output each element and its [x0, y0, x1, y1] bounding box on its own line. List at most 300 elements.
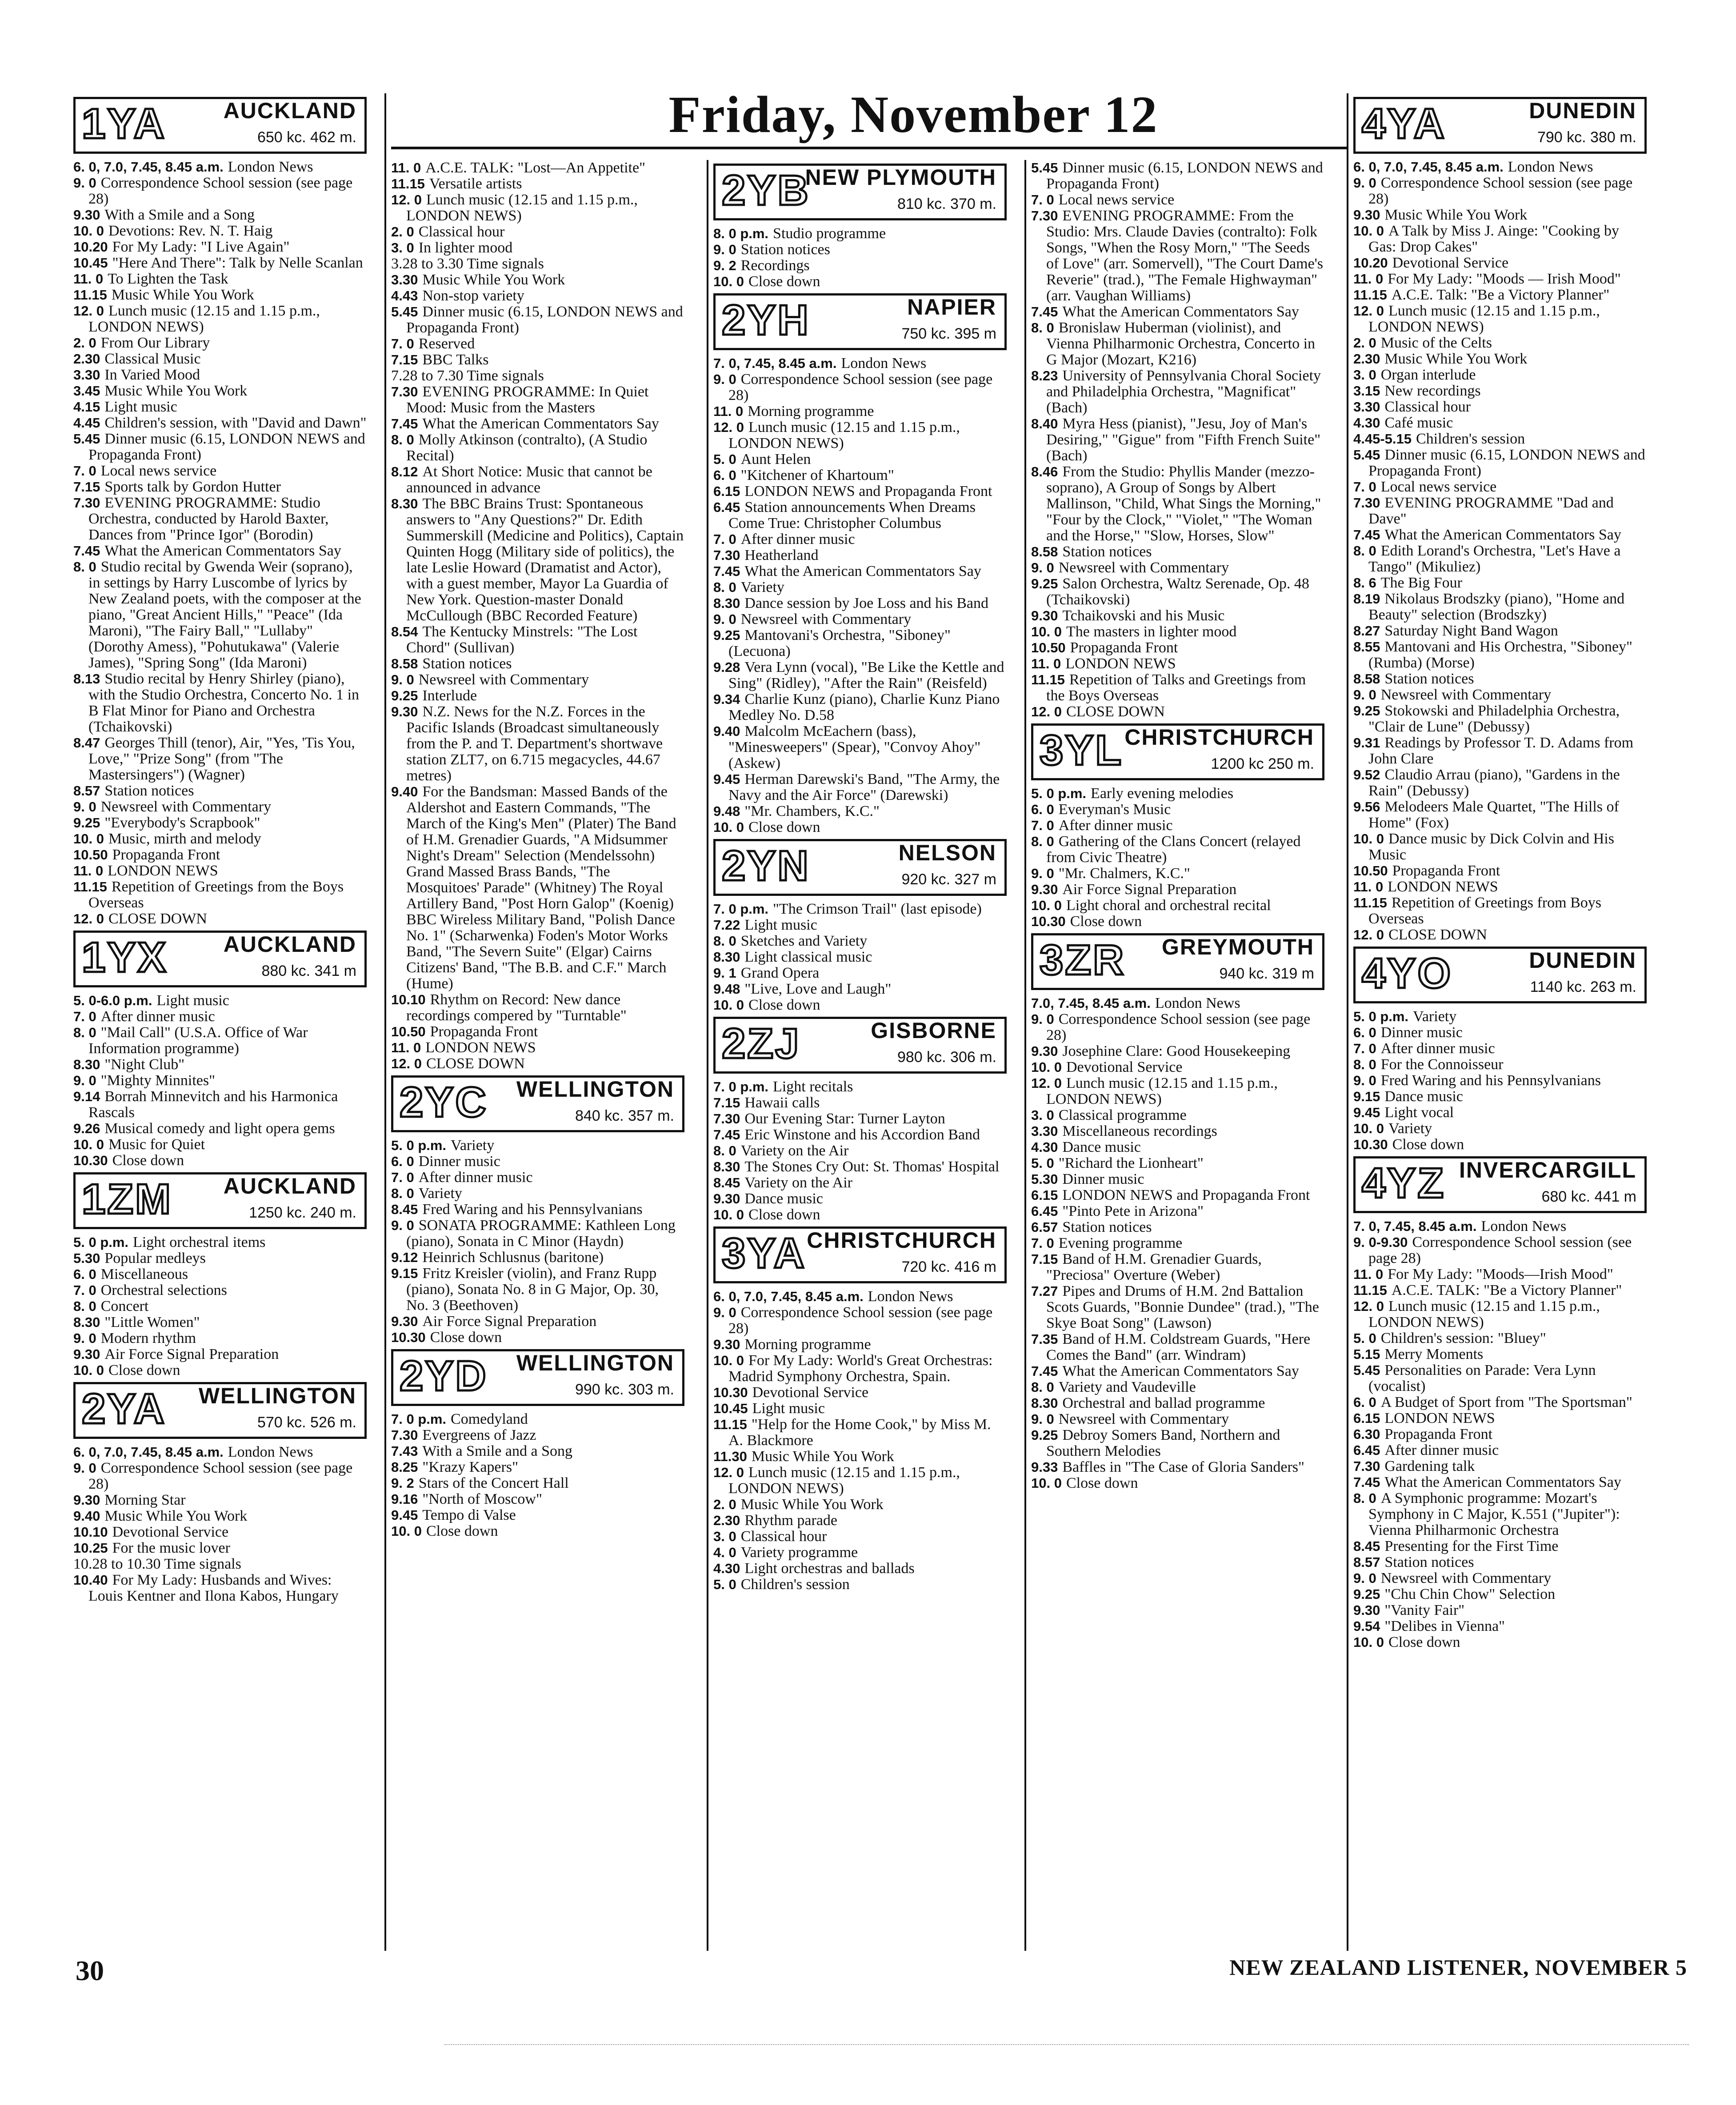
entry-text: A.C.E. Talk: "Be a Victory Planner"	[1391, 287, 1610, 303]
schedule-entry	[713, 595, 1007, 611]
schedule-entry	[713, 419, 1007, 451]
entry-time: 6.45	[1353, 1442, 1380, 1458]
schedule-entry	[73, 1234, 367, 1250]
schedule-entry	[1353, 1266, 1647, 1282]
entry-time: 9.34	[713, 691, 740, 707]
schedule-entry	[1031, 834, 1324, 866]
entry-text: At Short Notice: Music that cannot be announced in advance	[406, 463, 652, 496]
entry-text: Fred Waring and his Pennsylvanians	[1380, 1072, 1601, 1089]
entry-text: Band of H.M. Grenadier Guards, "Preciosa" Overture (Weber)	[1046, 1251, 1262, 1283]
entry-text: A Talk by Miss J. Ainge: "Cooking by Gas: Drop Cakes"	[1368, 223, 1619, 255]
entry-time: 8.57	[1353, 1554, 1380, 1570]
entry-time: 5.45	[1353, 447, 1380, 463]
schedule-entry	[73, 367, 367, 383]
entry-time: 9. 1	[713, 965, 736, 981]
schedule-entry	[1031, 1139, 1324, 1155]
schedule-entry	[713, 723, 1007, 771]
station-city: CHRISTCHURCH	[1124, 725, 1314, 750]
column-divider	[384, 93, 386, 1951]
entry-text: Molly Atkinson (contralto), (A Studio Recital)	[406, 431, 648, 464]
entry-time: 12. 0	[1353, 1298, 1384, 1314]
entry-time: 10.50	[1353, 863, 1388, 879]
schedule-entry	[713, 547, 1007, 563]
entry-text: Heinrich Schlusnus (baritone)	[422, 1249, 604, 1266]
entry-text: Children's session, with "David and Dawn"	[104, 415, 367, 431]
entry-time: 7.45	[1031, 1363, 1058, 1379]
entry-time: 12. 0	[713, 1465, 744, 1480]
entry-time: 8.58	[1031, 544, 1058, 559]
entry-text: SONATA PROGRAMME: Kathleen Long (piano), Sonata in C Minor (Haydn)	[406, 1217, 676, 1250]
schedule-entry	[73, 815, 367, 831]
schedule-entry	[73, 847, 367, 863]
entry-time: 6. 0	[1353, 1394, 1376, 1410]
schedule-entry	[1353, 1073, 1647, 1089]
entry-time: 6.30	[1353, 1426, 1380, 1442]
schedule-entry	[1353, 431, 1647, 447]
schedule-entry	[1353, 639, 1647, 671]
entry-time: 7.15	[73, 479, 100, 495]
entry-text: Variety on the Air	[744, 1174, 853, 1191]
entry-text: Studio recital by Henry Shirley (piano), with the Studio Orchestra, Concerto No. 1 in B Flat Minor for Piano and Orchestra (Tchaikovski)	[88, 671, 360, 735]
schedule-entry	[1031, 914, 1324, 930]
entry-time: 11. 0	[391, 160, 421, 176]
schedule-entry	[391, 992, 684, 1024]
entry-time: 9. 0	[1031, 1011, 1054, 1027]
entry-text: After dinner music	[1058, 817, 1173, 834]
entry-time: 8.30	[391, 496, 418, 511]
entry-time: 9.12	[391, 1250, 418, 1265]
schedule-entry	[1031, 1155, 1324, 1171]
entry-time: 9. 0	[391, 1218, 414, 1233]
entry-time: 9. 0-9.30	[1353, 1234, 1408, 1250]
schedule-entry	[713, 659, 1007, 691]
entry-text: What the American Commentators Say	[744, 563, 981, 579]
schedule-entry	[391, 496, 684, 624]
entry-text: Propaganda Front	[430, 1023, 538, 1040]
entry-text: Station notices	[1384, 1554, 1474, 1570]
station-frequency: 790 kc. 380 m.	[1537, 129, 1636, 146]
entry-time: 7.45	[713, 1127, 740, 1142]
entry-text: Variety	[740, 579, 784, 595]
station-header	[1031, 723, 1324, 780]
title-rule	[391, 147, 1347, 149]
schedule-entry	[73, 239, 367, 255]
entry-time: 8.47	[73, 735, 100, 751]
entry-time: 8.54	[391, 624, 418, 639]
schedule-entry	[391, 1056, 684, 1072]
entry-time: 9.40	[73, 1508, 100, 1524]
schedule-entry	[1353, 335, 1647, 351]
entry-time: 10.20	[73, 239, 108, 255]
entry-text: What the American Commentators Say	[1062, 1363, 1299, 1379]
entry-time: 7.45	[1031, 304, 1058, 320]
entry-time: 7.15	[391, 352, 418, 367]
schedule-entry	[1031, 1011, 1324, 1043]
entry-text: Propaganda Front	[1392, 863, 1500, 879]
schedule-entry	[1031, 544, 1324, 560]
schedule-entry	[73, 271, 367, 287]
schedule-entry	[713, 1353, 1007, 1385]
entry-time: 9. 0	[73, 1330, 96, 1346]
schedule-entry	[713, 563, 1007, 579]
entry-text: For My Lady: "Moods — Irish Mood"	[1388, 271, 1621, 287]
entry-text: Light music	[744, 917, 817, 933]
schedule-entry	[1353, 383, 1647, 399]
entry-text: What the American Commentators Say	[1384, 1474, 1621, 1490]
entry-time: 6. 0, 7.0, 7.45, 8.45 a.m.	[73, 1444, 224, 1460]
station-call-sign: 1YA	[82, 100, 166, 148]
entry-text: Borrah Minnevitch and his Harmonica Rascals	[88, 1088, 338, 1121]
schedule-entry	[713, 1191, 1007, 1207]
entry-time: 10. 0	[1353, 223, 1384, 239]
entry-time: 8. 0	[1031, 834, 1054, 849]
entry-text: Children's session	[1416, 431, 1525, 447]
entry-text: Comedyland	[451, 1411, 528, 1427]
entry-text: Evening programme	[1058, 1235, 1183, 1251]
schedule-entry	[391, 1427, 684, 1443]
entry-text: Light choral and orchestral recital	[1066, 897, 1271, 914]
schedule-entry	[1353, 927, 1647, 943]
entry-text: "Mr. Chalmers, K.C."	[1058, 865, 1190, 882]
entry-text: Devotions: Rev. N. T. Haig	[108, 223, 273, 239]
schedule-entry	[73, 1540, 367, 1556]
entry-time: 10. 0	[1031, 1475, 1062, 1491]
entry-time: 11. 0	[1353, 271, 1384, 287]
entry-text: A.C.E. TALK: "Be a Victory Planner"	[1391, 1282, 1622, 1298]
entry-time: 10. 0	[1031, 898, 1062, 913]
entry-text: Stokowski and Philadelphia Orchestra, "Clair de Lune" (Debussy)	[1368, 703, 1620, 735]
entry-time: 8. 6	[1353, 575, 1376, 591]
schedule-entry	[73, 415, 367, 431]
entry-text: Hawaii calls	[744, 1094, 820, 1111]
station-frequency: 810 kc. 370 m.	[897, 196, 996, 212]
schedule-entry	[73, 1073, 367, 1089]
entry-text: A Budget of Sport from "The Sportsman"	[1380, 1394, 1632, 1410]
entry-time: 7.27	[1031, 1283, 1058, 1299]
schedule-entry	[1031, 640, 1324, 656]
schedule-entry	[1031, 802, 1324, 818]
schedule-entry	[713, 965, 1007, 981]
entry-text: "Mighty Minnites"	[100, 1072, 215, 1089]
entry-text: What the American Commentators Say	[1384, 527, 1621, 543]
schedule-entry	[391, 1202, 684, 1218]
schedule-entry	[1353, 1089, 1647, 1105]
schedule-entry	[713, 1513, 1007, 1529]
entry-text: "Delibes in Vienna"	[1384, 1618, 1505, 1634]
entry-text: London News	[841, 355, 927, 371]
schedule-entry	[73, 303, 367, 335]
schedule-entry	[1031, 786, 1324, 802]
station-city: NEW PLYMOUTH	[805, 165, 996, 190]
station-call-sign: 2YD	[400, 1352, 488, 1400]
entry-text: Newsreel with Commentary	[1058, 559, 1229, 576]
schedule-entry	[73, 1266, 367, 1282]
schedule-entry	[73, 1508, 367, 1524]
entry-time: 9. 0	[73, 175, 96, 191]
entry-text: Devotional Service	[752, 1384, 869, 1401]
schedule-entry	[73, 495, 367, 543]
entry-text: Recordings	[740, 257, 810, 274]
entry-time: 8.30	[1031, 1395, 1058, 1411]
schedule-entry	[713, 579, 1007, 595]
entry-time: 6. 0, 7.0, 7.45, 8.45 a.m.	[73, 159, 224, 175]
entry-time: 5.45	[73, 431, 100, 447]
page-title: Friday, November 12	[668, 85, 1158, 144]
entry-text: Lunch music (12.15 and 1.15 p.m., LONDON NEWS)	[728, 419, 960, 451]
entry-text: Herman Darewski's Band, "The Army, the Navy and the Air Force" (Darewski)	[728, 771, 1000, 803]
schedule-entry	[73, 783, 367, 799]
station-call-sign: 2YH	[722, 296, 810, 344]
schedule-entry	[391, 1040, 684, 1056]
entry-time: 8.30	[73, 1057, 100, 1072]
schedule-entry	[1353, 1121, 1647, 1137]
entry-time: 10. 0	[713, 997, 744, 1013]
entry-time: 9. 0	[391, 672, 414, 687]
entry-text: Close down	[1388, 1634, 1460, 1650]
station-frequency: 1140 kc. 263 m.	[1530, 979, 1636, 995]
station-call-sign: 4YZ	[1362, 1159, 1446, 1207]
entry-time: 9.26	[73, 1121, 100, 1136]
schedule-entry	[391, 416, 684, 432]
entry-text: Nikolaus Brodszky (piano), "Home and Beauty" selection (Brodszky)	[1368, 591, 1625, 623]
station-call-sign: 2YC	[400, 1078, 488, 1126]
entry-time: 12. 0	[73, 303, 104, 319]
entry-text: Dance music	[1384, 1088, 1463, 1105]
entry-text: Dinner music (6.15, LONDON NEWS and Propaganda Front)	[1368, 447, 1645, 479]
schedule-entry	[1031, 576, 1324, 608]
station-call-sign: 1ZM	[82, 1175, 172, 1223]
entry-text: Studio recital by Gwenda Weir (soprano), in settings by Harry Luscombe of lyrics by New Zealand poets, with the composer at the piano, "Great Ancient Hills," "Peace" (Ida Maroni), "The Fairy Ball," "Lullaby" (Dorothy Amess), "Pohutukawa" (Valerie James), "Spring Song" (Ida Maroni)	[88, 559, 361, 671]
schedule-entry	[391, 656, 684, 672]
entry-time: 8.40	[1031, 416, 1058, 431]
entry-text: Pipes and Drums of H.M. 2nd Battalion Scots Guards, "Bonnie Dundee" (trad.), "The Skye Boat Song" (Lawson)	[1046, 1283, 1319, 1331]
entry-time: 9.25	[1353, 703, 1380, 719]
schedule-entry	[1031, 1219, 1324, 1235]
schedule-entry	[1353, 447, 1647, 479]
schedule-entry	[713, 242, 1007, 258]
entry-text: London News	[1508, 159, 1593, 175]
entry-time: 8. 0	[391, 1186, 414, 1201]
entry-time: 10.45	[713, 1401, 748, 1416]
entry-text: "Vanity Fair"	[1384, 1602, 1465, 1618]
entry-time: 10.45	[73, 255, 108, 271]
schedule-entry	[391, 1507, 684, 1523]
schedule-entry	[1031, 208, 1324, 304]
schedule-entry	[391, 160, 684, 176]
entry-text: Light vocal	[1384, 1104, 1454, 1121]
entry-text: CLOSE DOWN	[1388, 927, 1487, 943]
station-frequency: 650 kc. 462 m.	[257, 129, 356, 146]
entry-time: 10.20	[1353, 255, 1388, 271]
entry-text: Stars of the Concert Hall	[418, 1475, 569, 1491]
entry-text: Dinner music	[1380, 1024, 1463, 1041]
entry-text: Close down	[108, 1362, 180, 1378]
entry-time: 5. 0	[1031, 1155, 1054, 1171]
entry-text: LONDON NEWS	[1065, 655, 1176, 672]
entry-time: 9.25	[1031, 576, 1058, 591]
station-frequency: 1250 kc. 240 m.	[249, 1204, 356, 1221]
schedule-entry	[1353, 1218, 1647, 1234]
schedule-entry	[391, 1443, 684, 1459]
entry-time: 11.15	[391, 176, 425, 192]
schedule-entry	[73, 799, 367, 815]
schedule-entry	[391, 1411, 684, 1427]
entry-time: 4.30	[1031, 1139, 1058, 1155]
entry-text: Correspondence School session (see page 28)	[1046, 1011, 1311, 1043]
schedule-entry	[73, 1298, 367, 1314]
entry-text: Close down	[748, 273, 820, 290]
entry-time: 7. 0 p.m.	[713, 901, 769, 917]
entry-time: 7. 0	[1353, 1041, 1376, 1056]
schedule-entry	[713, 1497, 1007, 1513]
entry-text: Close down	[112, 1152, 184, 1169]
schedule-entry	[713, 1207, 1007, 1223]
entry-time: 7.15	[713, 1095, 740, 1110]
entry-time: 9.16	[391, 1491, 418, 1507]
entry-time: 10.10	[391, 992, 426, 1007]
schedule-entry	[73, 831, 367, 847]
entry-text: After dinner music	[418, 1169, 533, 1186]
entry-text: Orchestral and ballad programme	[1062, 1395, 1265, 1411]
entry-text: "Night Club"	[104, 1056, 185, 1073]
entry-text: Band of H.M. Coldstream Guards, "Here Comes the Band" (arr. Windram)	[1046, 1331, 1311, 1363]
schedule-entry	[391, 1250, 684, 1266]
entry-time: 7. 0	[73, 463, 96, 479]
schedule-entry	[1031, 882, 1324, 898]
schedule-entry	[73, 1009, 367, 1025]
schedule-entry	[713, 1337, 1007, 1353]
entry-text: Lunch music (12.15 and 1.15 p.m., LONDON NEWS)	[1046, 1075, 1278, 1107]
entry-text: Everyman's Music	[1058, 801, 1171, 818]
entry-text: Air Force Signal Preparation	[104, 1346, 279, 1362]
entry-time: 11.15	[1353, 1282, 1387, 1298]
entry-time: 7. 0	[391, 336, 414, 351]
schedule-entry	[73, 543, 367, 559]
entry-text: Newsreel with Commentary	[1058, 1411, 1229, 1427]
entry-time: 9.30	[713, 1191, 740, 1206]
station-city: AUCKLAND	[223, 1174, 356, 1198]
entry-time: 11. 0	[391, 1040, 421, 1055]
schedule-entry	[391, 368, 684, 384]
entry-text: Station notices	[1062, 543, 1152, 560]
entry-text: Tempo di Valse	[422, 1507, 516, 1523]
schedule-entry	[713, 611, 1007, 627]
entry-time: 10. 0	[1031, 624, 1062, 639]
entry-text: Merry Moments	[1384, 1346, 1484, 1362]
entry-time: 5. 0	[713, 1577, 736, 1592]
entry-text: "Everybody's Scrapbook"	[104, 815, 260, 831]
schedule-entry	[391, 704, 684, 784]
entry-text: Newsreel with Commentary	[1380, 687, 1552, 703]
listing-column-4	[1031, 160, 1324, 1491]
entry-time: 8.30	[713, 1159, 740, 1174]
entry-time: 9. 0	[73, 1073, 96, 1088]
schedule-entry	[73, 1121, 367, 1137]
entry-text: Music for Quiet	[108, 1136, 205, 1153]
schedule-entry	[713, 1385, 1007, 1401]
schedule-entry	[1353, 287, 1647, 303]
entry-time: 7.43	[391, 1443, 418, 1459]
entry-time: 3.30	[73, 367, 100, 383]
entry-time: 7. 0	[1031, 192, 1054, 208]
schedule-entry	[1353, 767, 1647, 799]
entry-text: Close down	[430, 1329, 502, 1346]
entry-time: 8.13	[73, 671, 100, 687]
entry-text: Melodeers Male Quartet, "The Hills of Home" (Fox)	[1368, 799, 1619, 831]
entry-text: Music of the Celts	[1380, 335, 1492, 351]
schedule-entry	[73, 159, 367, 175]
entry-time: 9.56	[1353, 799, 1380, 815]
schedule-entry	[391, 1138, 684, 1154]
entry-time: 9. 0	[1031, 560, 1054, 575]
schedule-entry	[1353, 255, 1647, 271]
station-call-sign: 3ZR	[1040, 936, 1126, 984]
schedule-entry	[391, 1186, 684, 1202]
schedule-entry	[1031, 1251, 1324, 1283]
entry-time: 10. 0	[73, 831, 104, 847]
schedule-entry	[1031, 672, 1324, 704]
entry-text: Light classical music	[744, 949, 872, 965]
entry-time: 9. 0	[713, 611, 736, 627]
schedule-entry	[73, 863, 367, 879]
entry-time: 12. 0	[1031, 1075, 1062, 1091]
entry-text: For the music lover	[112, 1540, 230, 1556]
entry-time: 9.48	[713, 803, 740, 819]
entry-text: After dinner music	[1384, 1442, 1499, 1458]
station-header	[1353, 947, 1647, 1003]
station-header	[713, 839, 1007, 896]
entry-time: 7.45	[73, 543, 100, 559]
entry-text: Myra Hess (pianist), "Jesu, Joy of Man's Desiring," "Gigue" from "Fifth French Suite" (Bach)	[1046, 415, 1321, 464]
entry-time: 9.40	[713, 723, 740, 739]
schedule-entry	[1353, 687, 1647, 703]
schedule-entry	[391, 624, 684, 656]
entry-text: After dinner music	[740, 531, 855, 547]
entry-time: 9. 0	[1031, 866, 1054, 881]
schedule-entry	[391, 352, 684, 368]
schedule-entry	[1031, 1331, 1324, 1363]
entry-text: Station notices	[740, 241, 830, 258]
entry-text: EVENING PROGRAMME: Studio Orchestra, conducted by Harold Baxter, Dances from "Prince Igor" (Borodin)	[88, 495, 329, 543]
entry-text: Reserved	[418, 336, 475, 352]
schedule-entry	[1353, 1009, 1647, 1025]
entry-time: 6.45	[713, 499, 740, 515]
schedule-entry	[1031, 704, 1324, 720]
schedule-entry	[1353, 671, 1647, 687]
schedule-entry	[713, 1545, 1007, 1561]
entry-text: London News	[1155, 995, 1240, 1011]
schedule-entry	[1031, 1235, 1324, 1251]
entry-time: 9. 0	[1353, 175, 1376, 191]
entry-text: From Our Library	[100, 335, 210, 351]
entry-text: Readings by Professor T. D. Adams from John Clare	[1368, 735, 1634, 767]
schedule-entry	[73, 559, 367, 671]
schedule-entry	[391, 192, 684, 224]
schedule-entry	[713, 1095, 1007, 1111]
schedule-entry	[73, 1089, 367, 1121]
schedule-entry	[1353, 543, 1647, 575]
schedule-entry	[1031, 1203, 1324, 1219]
print-artifact	[444, 2044, 1689, 2072]
entry-text: For My Lady: Husbands and Wives: Louis Kentner and Ilona Kabos, Hungary	[88, 1572, 339, 1604]
entry-text: Salon Orchestra, Waltz Serenade, Op. 48 (Tchaikovski)	[1046, 575, 1309, 608]
entry-text: For the Bandsman: Massed Bands of the Aldershot and Eastern Commands, "The March of the King's Men" (Plater) The Band of H.M. Grenadier Guards, "A Midsummer Night's Dream" Selection (Mendelssohn) Grand Massed Brass Bands, "The Mosquitoes' Parade" (Whitney) The Royal Artillery Band, "Post Horn Galop" (Koenig) BBC Wireless Military Band, "Polish Dance No. 1" (Scharwenka) Foden's Motor Works Band, "The Severn Suite" (Elgar) Cairns Citizens' Band, "The B.B. and C.F." March (Hume)	[406, 783, 676, 992]
entry-time: 9.52	[1353, 767, 1380, 783]
station-call-sign: 3YL	[1040, 727, 1124, 774]
schedule-entry	[1353, 527, 1647, 543]
entry-text: Station notices	[422, 655, 512, 672]
column-divider	[1347, 93, 1348, 1951]
